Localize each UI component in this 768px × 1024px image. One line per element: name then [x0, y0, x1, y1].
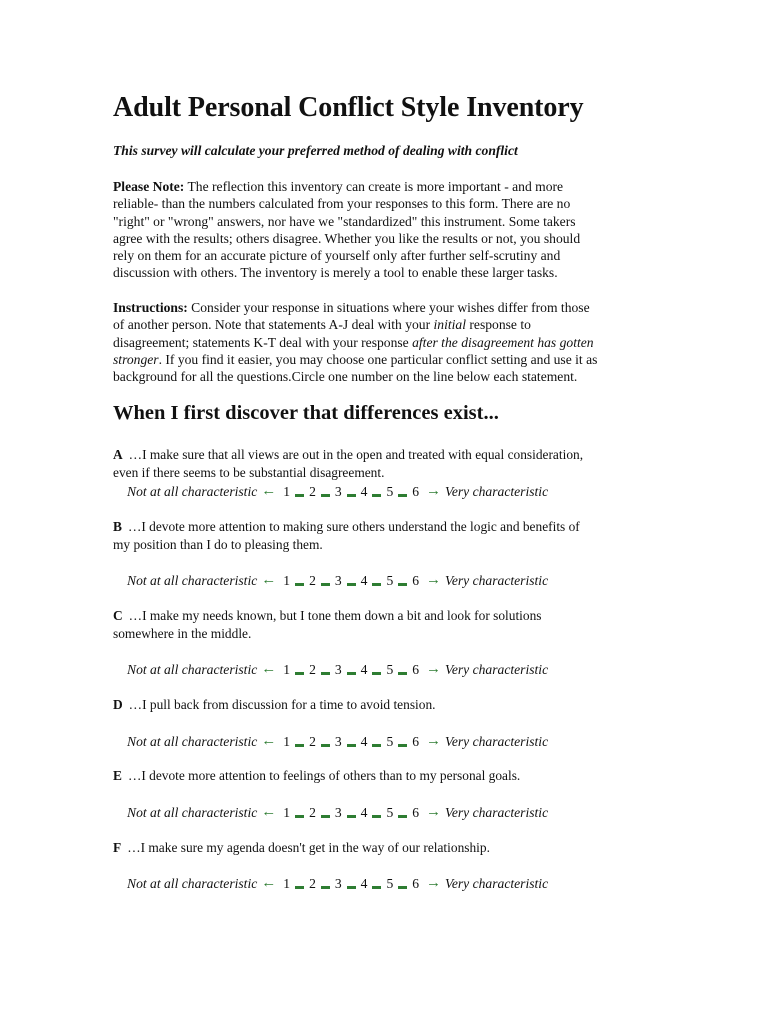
instructions-line: background for all the questions.Circle one number on the line below each statement. — [113, 369, 578, 385]
statement-line — [113, 767, 653, 785]
scale-dash — [295, 583, 304, 586]
scale-option-6[interactable]: 6 — [412, 875, 420, 891]
scale-dash — [321, 815, 330, 818]
scale-low-label: Not at all characteristic — [127, 733, 258, 749]
scale-option-2[interactable]: 2 — [309, 804, 316, 820]
scale-dash — [295, 815, 304, 818]
scale-option-2[interactable]: 2 — [309, 483, 316, 499]
statement-e — [113, 767, 653, 785]
scale-option-3[interactable]: 3 — [334, 483, 342, 499]
instructions-label: Instructions: — [113, 300, 188, 315]
instructions-line: Instructions: Consider your response in situations where your wishes differ from those — [113, 300, 590, 315]
rating-scale-e — [127, 804, 548, 821]
scale-dash — [321, 583, 330, 586]
statement-d — [113, 696, 653, 714]
scale-option-6[interactable]: 6 — [412, 804, 420, 820]
arrow-left-icon: ← — [261, 733, 277, 749]
scale-dash — [398, 886, 407, 889]
statement-f — [113, 839, 653, 857]
scale-option-1[interactable]: 1 — [283, 804, 291, 820]
scale-high-label: Very characteristic — [445, 733, 549, 749]
scale-dash — [347, 886, 356, 889]
statement-text: …I make sure that all views are out in the open and treated with equal consideration, — [128, 447, 584, 462]
scale-dash — [372, 583, 381, 586]
note-line: rely on them for an accurate picture of yourself only after further self-scrutiny and — [113, 248, 561, 264]
scale-high-label: Very characteristic — [445, 572, 549, 588]
scale-dash — [295, 886, 304, 889]
scale-option-5[interactable]: 5 — [386, 733, 394, 749]
instructions-paragraph — [113, 299, 641, 385]
scale-dash — [347, 494, 356, 497]
statement-line — [113, 625, 653, 643]
section-heading: When I first discover that differences exist... — [113, 402, 499, 424]
scale-option-6[interactable]: 6 — [412, 661, 420, 677]
rating-scale-c — [127, 661, 548, 678]
rating-scale-f — [127, 875, 548, 892]
scale-option-6[interactable]: 6 — [412, 483, 420, 499]
scale-dash — [347, 672, 356, 675]
statement-line — [113, 839, 653, 857]
scale-high-label: Very characteristic — [445, 661, 549, 677]
statement-text: …I make sure my agenda doesn't get in the way of our relationship. — [127, 840, 490, 855]
note-line: discussion with others. The inventory is merely a tool to enable these larger tasks. — [113, 265, 558, 281]
arrow-left-icon: ← — [261, 483, 277, 499]
scale-dash — [321, 886, 330, 889]
scale-high-label: Very characteristic — [445, 804, 549, 820]
statement-letter: A — [113, 447, 123, 462]
scale-dash — [372, 886, 381, 889]
rating-scale-b — [127, 572, 548, 589]
scale-dash — [295, 494, 304, 497]
statement-line — [113, 696, 653, 714]
statement-text: …I pull back from discussion for a time to avoid tension. — [128, 697, 436, 712]
note-label: Please Note: — [113, 179, 185, 194]
note-line: "right" or "wrong" answers, nor have we "standardized" this instrument. Some takers — [113, 213, 576, 229]
scale-dash — [398, 815, 407, 818]
please-note-paragraph — [113, 178, 641, 282]
arrow-left-icon: ← — [261, 661, 277, 677]
scale-option-6[interactable]: 6 — [412, 733, 420, 749]
scale-low-label: Not at all characteristic — [127, 483, 258, 499]
scale-option-6[interactable]: 6 — [412, 572, 420, 588]
scale-low-label: Not at all characteristic — [127, 572, 258, 588]
page-title: Adult Personal Conflict Style Inventory — [113, 92, 584, 123]
scale-dash — [398, 672, 407, 675]
rating-scale-d — [127, 733, 548, 750]
instructions-line: disagreement; statements K-T deal with your response after the disagreement has gotten — [113, 334, 594, 350]
scale-dash — [398, 494, 407, 497]
statement-text: somewhere in the middle. — [113, 625, 252, 641]
arrow-left-icon: ← — [261, 804, 277, 820]
scale-option-3[interactable]: 3 — [334, 572, 342, 588]
arrow-right-icon: → — [426, 661, 442, 677]
statement-letter: E — [113, 768, 122, 783]
scale-dash — [372, 815, 381, 818]
arrow-right-icon: → — [426, 875, 442, 891]
scale-dash — [398, 744, 407, 747]
statement-letter: C — [113, 608, 123, 623]
note-line: agree with the results; others disagree. Whether you like the results or not, you should — [113, 230, 581, 246]
scale-dash — [347, 815, 356, 818]
scale-dash — [295, 672, 304, 675]
scale-option-1[interactable]: 1 — [283, 661, 291, 677]
statement-letter: D — [113, 697, 123, 712]
scale-high-label: Very characteristic — [445, 875, 549, 891]
statement-text: …I devote more attention to making sure others understand the logic and benefits of — [127, 519, 580, 534]
scale-dash — [347, 583, 356, 586]
scale-option-5[interactable]: 5 — [386, 804, 394, 820]
scale-dash — [321, 744, 330, 747]
arrow-left-icon: ← — [261, 572, 277, 588]
scale-dash — [295, 744, 304, 747]
scale-option-1[interactable]: 1 — [283, 572, 291, 588]
scale-option-4[interactable]: 4 — [360, 483, 368, 499]
scale-option-3[interactable]: 3 — [334, 875, 342, 891]
scale-option-2[interactable]: 2 — [309, 875, 316, 891]
statement-letter: F — [113, 840, 122, 855]
scale-option-5[interactable]: 5 — [386, 661, 394, 677]
statement-a — [113, 446, 653, 481]
scale-dash — [321, 494, 330, 497]
scale-dash — [372, 672, 381, 675]
statement-text: even if there seems to be substantial disagreement. — [113, 464, 385, 480]
statement-line — [113, 536, 653, 554]
scale-high-label: Very characteristic — [445, 483, 549, 499]
statement-b — [113, 518, 653, 553]
instructions-line: of another person. Note that statements A-J deal with your initial response to — [113, 317, 531, 333]
scale-dash — [398, 583, 407, 586]
statement-line — [113, 464, 653, 482]
scale-option-4[interactable]: 4 — [360, 733, 368, 749]
arrow-right-icon: → — [426, 572, 442, 588]
arrow-right-icon: → — [426, 733, 442, 749]
statement-c — [113, 607, 653, 642]
statement-text: …I make my needs known, but I tone them down a bit and look for solutions — [128, 608, 542, 623]
statement-letter: B — [113, 519, 122, 534]
statement-line — [113, 518, 653, 536]
scale-option-5[interactable]: 5 — [386, 483, 394, 499]
statement-line — [113, 446, 653, 464]
scale-option-4[interactable]: 4 — [360, 804, 368, 820]
statement-text: my position than I do to pleasing them. — [113, 536, 323, 552]
scale-option-2[interactable]: 2 — [309, 733, 316, 749]
note-line: Please Note: The reflection this inventory can create is more important - and more — [113, 179, 564, 194]
scale-option-1[interactable]: 1 — [283, 733, 291, 749]
rating-scale-a — [127, 483, 548, 500]
arrow-right-icon: → — [426, 804, 442, 820]
scale-option-3[interactable]: 3 — [334, 804, 342, 820]
scale-option-4[interactable]: 4 — [360, 875, 368, 891]
scale-dash — [347, 744, 356, 747]
statement-line — [113, 607, 653, 625]
scale-option-5[interactable]: 5 — [386, 875, 394, 891]
scale-dash — [372, 494, 381, 497]
page-subtitle: This survey will calculate your preferred method of dealing with conflict — [113, 143, 518, 158]
scale-low-label: Not at all characteristic — [127, 804, 258, 820]
scale-option-1[interactable]: 1 — [283, 875, 291, 891]
scale-low-label: Not at all characteristic — [127, 661, 258, 677]
note-line: reliable- than the numbers calculated from your responses to this form. There are no — [113, 196, 571, 212]
scale-option-3[interactable]: 3 — [334, 661, 342, 677]
scale-option-5[interactable]: 5 — [386, 572, 394, 588]
scale-option-4[interactable]: 4 — [360, 661, 368, 677]
scale-dash — [372, 744, 381, 747]
scale-option-2[interactable]: 2 — [309, 661, 316, 677]
statement-text: …I devote more attention to feelings of others than to my personal goals. — [127, 768, 521, 783]
scale-option-2[interactable]: 2 — [309, 572, 316, 588]
arrow-left-icon: ← — [261, 875, 277, 891]
arrow-right-icon: → — [426, 483, 442, 499]
scale-option-3[interactable]: 3 — [334, 733, 342, 749]
scale-option-1[interactable]: 1 — [283, 483, 291, 499]
scale-dash — [321, 672, 330, 675]
scale-low-label: Not at all characteristic — [127, 875, 258, 891]
instructions-line: stronger. If you find it easier, you may choose one particular conflict setting and use it as — [113, 351, 598, 367]
scale-option-4[interactable]: 4 — [360, 572, 368, 588]
